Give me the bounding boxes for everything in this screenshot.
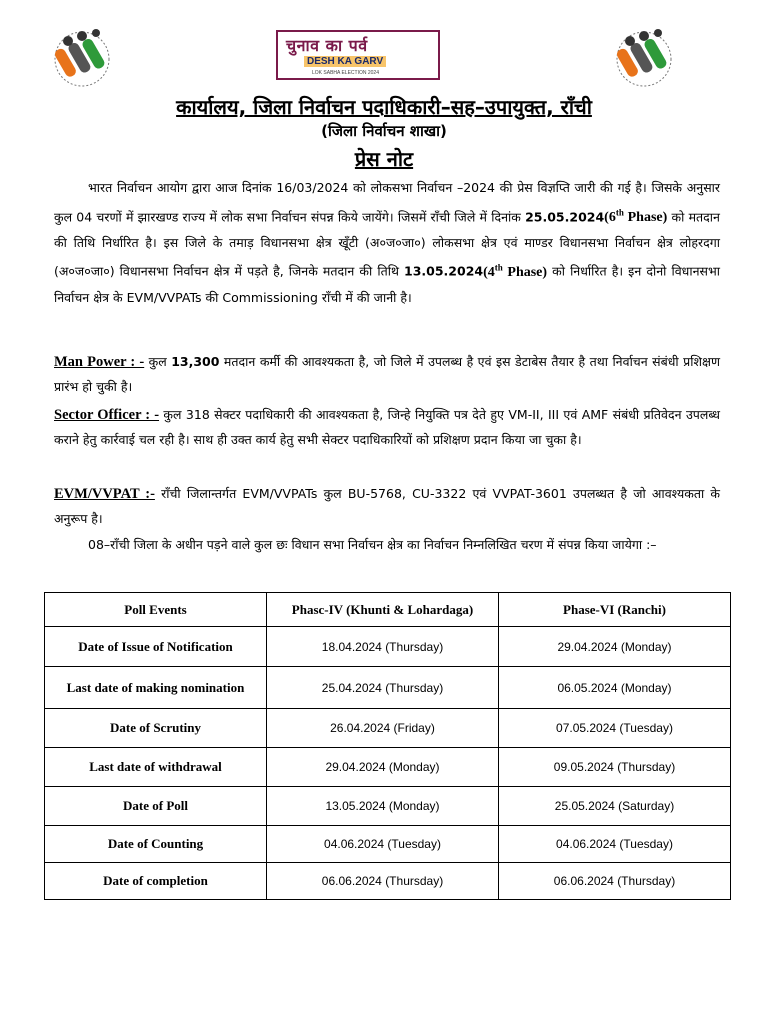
event-cell: Date of Scrutiny (45, 709, 267, 748)
para1-text-3: को निर्धारित है। इन दोनो विधानसभा निर्वाचन क्षेत्र के EVM/VVPATs की Commissioning राँची में की जानी है। (54, 264, 720, 305)
table-row (45, 709, 731, 748)
phase4-open: (4 (483, 265, 495, 281)
phase-vi-date: 07.05.2024 (Tuesday) (499, 709, 731, 748)
phase-vi-date: 25.05.2024 (Saturday) (499, 787, 731, 826)
office-heading: कार्यालय, जिला निर्वाचन पदाधिकारी–सह–उपायुक्त, राँची (176, 95, 592, 119)
manpower-text: मतदान कर्मी की आवश्यकता है, जो जिले में उपलब्ध है एवं इस डेटाबेस तैयार है तथा निर्वाचन संबंधी प्रशिक्षण प्रारंभ हो चुकी है। (54, 354, 720, 394)
evm-label: EVM/VVPAT :- (54, 486, 155, 502)
table-row (45, 748, 731, 787)
logo-sub-text: LOK SABHA ELECTION 2024 (312, 70, 379, 76)
event-cell: Last date of withdrawal (45, 748, 267, 787)
evm-paragraph (54, 482, 720, 531)
phase-vi-date: 06.05.2024 (Monday) (499, 667, 731, 709)
poll-date-ranchi: 25.05.2024 (525, 209, 605, 225)
phase6-sup: th (615, 207, 624, 218)
phase-vi-date: 06.06.2024 (Thursday) (499, 863, 731, 900)
schedule-intro: 08–राँची जिला के अधीन पड़ने वाले कुल छः विधान सभा निर्वाचन क्षेत्र का निर्वाचन निम्नलिखित चरण में संपन्न किया जायेगा :– (88, 537, 657, 552)
phase-iv-date: 29.04.2024 (Monday) (267, 748, 499, 787)
header-phase-iv: Phasc-IV (Khunti & Lohardaga) (267, 593, 499, 627)
table-row (45, 627, 731, 667)
evm-text: राँची जिलान्तर्गत EVM/VVPATs कुल BU-5768, CU-3322 एवं VVPAT-3601 उपलब्धत है जो आवश्यकता के अनुरूप है। (54, 486, 720, 526)
table-row (45, 667, 731, 709)
branch-heading: (जिला निर्वाचन शाखा) (321, 122, 447, 140)
sector-officer-text: कुल 318 सेक्टर पदाधिकारी की आवश्यकता है, जिन्हे नियुक्ति पत्र देते हुए VM-II, III एवं AMF संबंधी प्रतिवेदन उपलब्ध कराने हेतु कार्रवाई चल रही है। साथ ही उक्त कार्य हेतु सभी सेक्टर पदाधिकारियों को प्रशिक्षण प्रदान किया जा चुका है। (54, 407, 720, 447)
chunav-ka-parv-logo (276, 30, 440, 80)
phase-vi-date: 09.05.2024 (Thursday) (499, 748, 731, 787)
press-note-title: प्रेस नोट (354, 147, 414, 171)
para1-text-1: भारत निर्वाचन आयोग द्वारा आज दिनांक 16/03/2024 को लोकसभा निर्वाचन –2024 की प्रेस विज्ञप्ति जारी की गई है। जिसके अनुसार कुल 04 चरणों में झारखण्ड राज्य में लोक सभा निर्वाचन संपन्न किये जायेंगे। जिसमें राँची जिले में दिनांक (54, 180, 720, 225)
event-cell: Date of Issue of Notification (45, 627, 267, 667)
phase6-close: Phase) (623, 210, 668, 226)
phase-vi-date: 04.06.2024 (Tuesday) (499, 826, 731, 863)
para1-text-2: को मतदान की तिथि निर्धारित है। इस जिले के तमाड़ विधानसभा क्षेत्र खूँटी (अ०ज०जा०) लोकसभा क्षेत्र एवं माण्डर विधानसभा निर्वाचन क्षेत्र लोहरदगा (अ०ज०जा०) विधानसभा निर्वाचन क्षेत्र में पड़ते है, जिनके मतदान की तिथि (54, 209, 720, 280)
event-cell: Date of completion (45, 863, 267, 900)
event-cell: Date of Poll (45, 787, 267, 826)
table-header-row (45, 593, 731, 627)
election-emblem-left-logo (52, 28, 112, 90)
sector-officer-paragraph (54, 403, 720, 452)
poll-date-khunti: 13.05.2024 (404, 264, 484, 280)
phase-iv-date: 04.06.2024 (Tuesday) (267, 826, 499, 863)
table-row (45, 863, 731, 900)
phase4-close: Phase) (502, 265, 548, 281)
intro-paragraph (54, 176, 720, 310)
logo-hindi-text: चुनाव का पर्व (286, 36, 368, 55)
table-row (45, 826, 731, 863)
table-row (45, 787, 731, 826)
sector-officer-label: Sector Officer : - (54, 407, 160, 423)
phase-iv-date: 26.04.2024 (Friday) (267, 709, 499, 748)
manpower-paragraph (54, 350, 720, 399)
manpower-label: Man Power : - (54, 354, 145, 370)
poll-schedule-table (44, 592, 731, 900)
phase6-open: (6 (604, 210, 616, 226)
phase-iv-date: 06.06.2024 (Thursday) (267, 863, 499, 900)
event-cell: Date of Counting (45, 826, 267, 863)
phase-vi-date: 29.04.2024 (Monday) (499, 627, 731, 667)
logo-english-text: DESH KA GARV (304, 56, 386, 67)
phase-iv-date: 25.04.2024 (Thursday) (267, 667, 499, 709)
election-emblem-right-logo (614, 28, 674, 90)
header-poll-events: Poll Events (45, 593, 267, 627)
phase4-sup: th (494, 262, 503, 273)
manpower-pre: कुल (144, 354, 172, 369)
event-cell: Last date of making nomination (45, 667, 267, 709)
phase-iv-date: 18.04.2024 (Thursday) (267, 627, 499, 667)
manpower-count: 13,300 (171, 354, 220, 369)
header-phase-vi: Phase-VI (Ranchi) (499, 593, 731, 627)
phase-iv-date: 13.05.2024 (Monday) (267, 787, 499, 826)
